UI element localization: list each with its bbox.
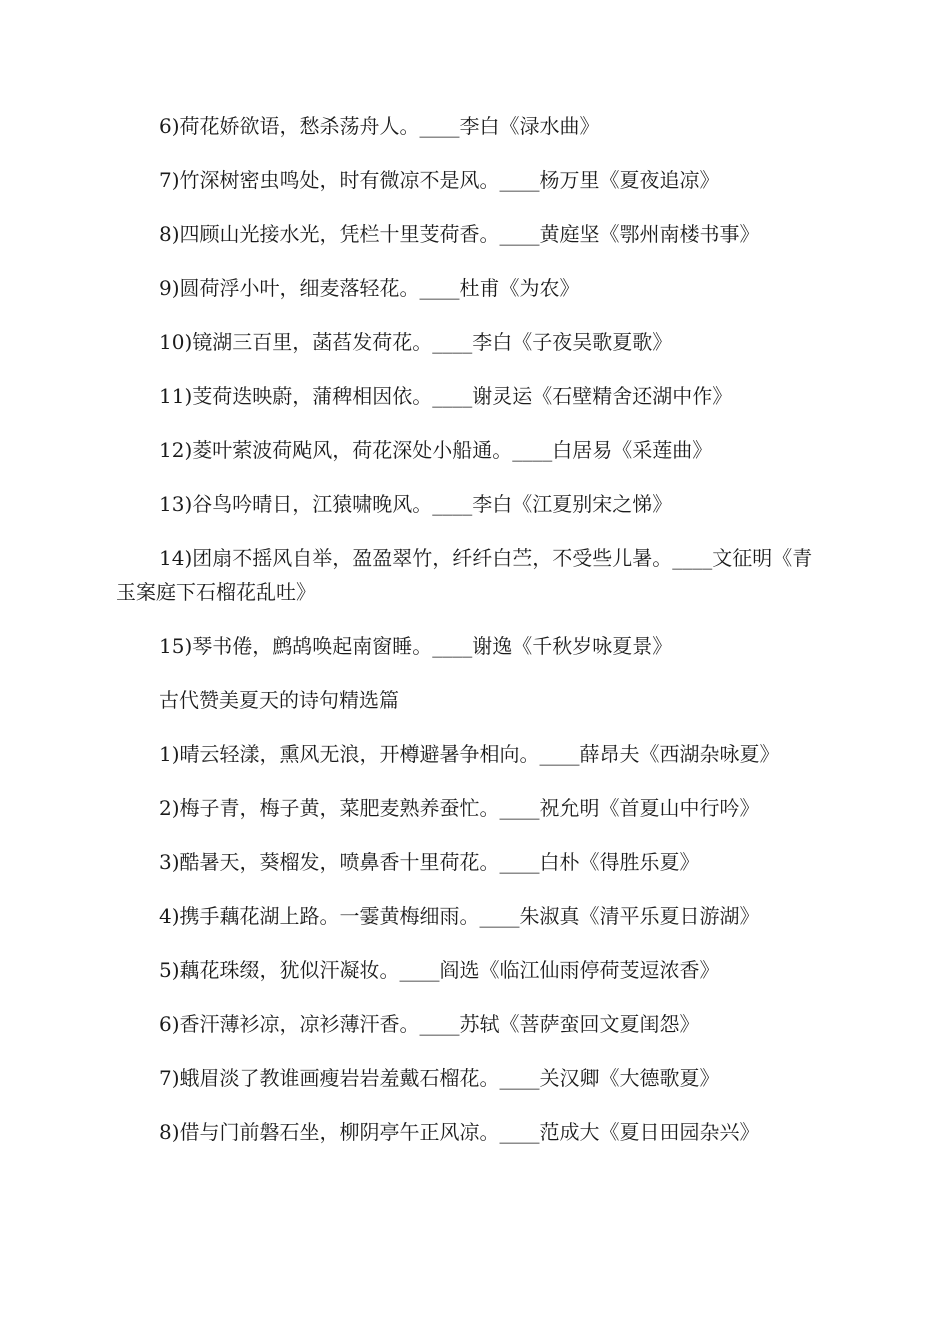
poem-line: 7)竹深树密虫鸣处，时有微凉不是风。____杨万里《夏夜追凉》	[159, 168, 720, 192]
poem-line: 11)芰荷迭映蔚，蒲稗相因依。____谢灵运《石壁精舍还湖中作》	[159, 384, 733, 408]
poem-line: 13)谷鸟吟晴日，江猿啸晚风。____李白《江夏别宋之悌》	[159, 492, 673, 516]
poem-line: 7)蛾眉淡了教谁画瘦岩岩羞戴石榴花。____关汉卿《大德歌夏》	[159, 1066, 720, 1090]
poem-line: 8)四顾山光接水光，凭栏十里芰荷香。____黄庭坚《鄂州南楼书事》	[159, 222, 760, 246]
poem-line: 2)梅子青，梅子黄，菜肥麦熟养蚕忙。____祝允明《首夏山中行吟》	[159, 796, 760, 820]
poem-line: 9)圆荷浮小叶，细麦落轻花。____杜甫《为农》	[159, 276, 580, 300]
poem-line: 5)藕花珠缀，犹似汗凝妆。____阎选《临江仙雨停荷芰逗浓香》	[159, 958, 720, 982]
poem-line: 6)香汗薄衫凉，凉衫薄汗香。____苏轼《菩萨蛮回文夏闺怨》	[159, 1012, 700, 1036]
poem-line: 15)琴书倦，鹧鸪唤起南窗睡。____谢逸《千秋岁咏夏景》	[159, 634, 673, 658]
poem-line: 12)菱叶萦波荷飐风，荷花深处小船通。____白居易《采莲曲》	[159, 438, 713, 462]
poem-line: 3)酷暑天，葵榴发，喷鼻香十里荷花。____白朴《得胜乐夏》	[159, 850, 700, 874]
section-heading: 古代赞美夏天的诗句精选篇	[159, 688, 399, 712]
poem-line: 8)借与门前磐石坐，柳阴亭午正风凉。____范成大《夏日田园杂兴》	[159, 1120, 760, 1144]
poem-line: 4)携手藕花湖上路。一霎黄梅细雨。____朱淑真《清平乐夏日游湖》	[159, 904, 760, 928]
poem-line: 14)团扇不摇风自举，盈盈翠竹，纤纤白苎，不受些儿暑。____文征明《青玉案庭下石榴花乱吐》	[116, 546, 813, 604]
document-body	[116, 109, 828, 1149]
poem-line: 10)镜湖三百里，菡萏发荷花。____李白《子夜吴歌夏歌》	[159, 330, 673, 354]
poem-line: 1)晴云轻漾，熏风无浪，开樽避暑争相向。____薛昂夫《西湖杂咏夏》	[159, 742, 780, 766]
poem-line: 6)荷花娇欲语，愁杀荡舟人。____李白《渌水曲》	[159, 114, 600, 138]
